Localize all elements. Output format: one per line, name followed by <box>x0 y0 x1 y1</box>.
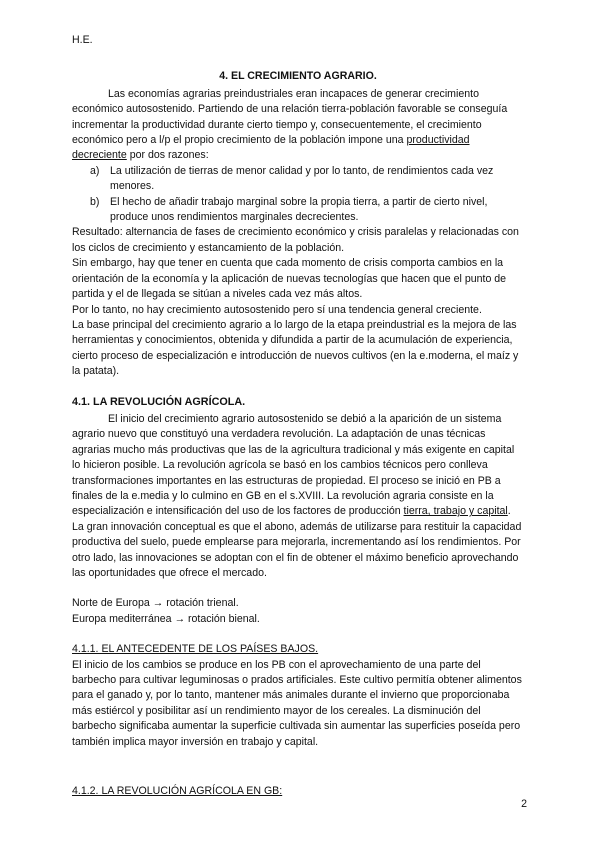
revolucion-agricola-paragraph <box>72 412 524 581</box>
rotation-mediterranean: Europa mediterránea → rotación bienal. <box>72 612 260 625</box>
revolucion-text-end: . La gran innovación conceptual es que el abono, además de utilizarse para restituir la capacidad productiva del suelo, puede emplearse para mejorarla, incrementando así los rendimientos. Por otro lado, las innovaciones se adoptan con el fin de obtener el máximo beneficio aprovechando las oportunidades que ofrece el mercado. <box>72 505 522 579</box>
section-title-4-1: 4.1. LA REVOLUCIÓN AGRÍCOLA. <box>72 395 246 408</box>
por-lo-tanto-paragraph: Por lo tanto, no hay crecimiento autosostenido pero sí una tendencia general creciente. <box>72 303 482 316</box>
reason-marker-a: a) <box>90 164 100 177</box>
sin-embargo-paragraph: Sin embargo, hay que tener en cuenta que cada momento de crisis comporta cambios en la orientación de la economía y la aplicación de nuevas tecnologías que hacen que el punto de partida y el de llegada se sitúan a niveles cada vez más altos. <box>72 257 507 301</box>
intro-paragraph <box>72 87 524 164</box>
revolucion-text-start: El inicio del crecimiento agrario autosostenido se debió a la aparición de un sistema agrario nuevo que constituyó una verdadera revolución. La adaptación de unas técnicas agrarias mucho más productivas que las de la agricultura tradicional y más exigente en capital lo hicieron posible. La revolución agrícola se basó en los cambios técnicos pero conlleva transformaciones importantes en las estructuras de propiedad. El proceso se inició en PB a finales de la e.media y lo culmino en GB en el s.XVIII. La revolución agraria consiste en la especialización e intensificación del uso de los factores de producción <box>72 412 515 518</box>
reason-item-a <box>90 164 524 195</box>
chapter-title: 4. EL CRECIMIENTO AGRARIO. <box>219 70 377 83</box>
spacer <box>72 750 524 784</box>
header-initials: H.E. <box>72 34 93 46</box>
document-content <box>72 33 524 799</box>
productividad-decreciente-underlined: productividad decreciente <box>72 134 470 162</box>
intro-text-end: por dos razones: <box>126 149 209 162</box>
spacer <box>72 581 524 596</box>
reason-marker-b: b) <box>90 195 100 208</box>
section-title-4-1-2: 4.1.2. LA REVOLUCIÓN AGRÍCOLA EN GB: <box>72 785 283 798</box>
base-paragraph: La base principal del crecimiento agrario a lo largo de la etapa preindustrial es la mejora de las herramientas y conocimientos, obtenida y difundida a partir de la acumulación de experiencia, cierto proceso de especialización e introducción de nuevos cultivos (en la e.moderna, el maíz y la patata). <box>72 318 519 378</box>
page-number: 2 <box>521 798 527 810</box>
rotation-north: Norte de Europa → rotación trienal. <box>72 597 239 610</box>
reason-text-a: La utilización de tierras de menor calidad y por lo tanto, de rendimientos cada vez menores. <box>110 164 494 193</box>
spacer <box>72 627 524 642</box>
reasons-list <box>72 164 524 226</box>
paises-bajos-paragraph: El inicio de los cambios se produce en los PB con el aprovechamiento de una parte del barbecho para cultivar leguminosas o prados artificiales. Este cultivo permitía obtener alimentos para el ganado y, por lo tanto, mantener más animales durante el invierno que proporcionaba más estiércol y posibilitar así un rendimiento mayor de los cereales. La disminución del barbecho significaba aumentar la superficie cultivada sin aumentar las superficies poseída pero también implica mayor inversión en trabajo y capital. <box>72 658 522 748</box>
reason-item-b <box>90 195 524 226</box>
resultado-paragraph: Resultado: alternancia de fases de crecimiento económico y crisis paralelas y relacionadas con los ciclos de crecimiento y estancamiento de la población. <box>72 226 519 254</box>
factores-underlined: tierra, trabajo y capital <box>403 505 508 518</box>
intro-text-start: Las economías agrarias preindustriales eran incapaces de generar crecimiento económico autosostenido. Partiendo de una relación tierra-población favorable se conseguía incrementar la productividad durante cierto tiempo y, consecuentemente, el crecimiento económico pero a l/p el propio crecimiento de la población impone una <box>72 87 508 147</box>
section-title-4-1-1: 4.1.1. EL ANTECEDENTE DE LOS PAÍSES BAJOS. <box>72 643 319 656</box>
reason-text-b: El hecho de añadir trabajo marginal sobre la propia tierra, a partir de cierto nivel, produce unos rendimientos marginales decrecientes. <box>110 195 488 224</box>
